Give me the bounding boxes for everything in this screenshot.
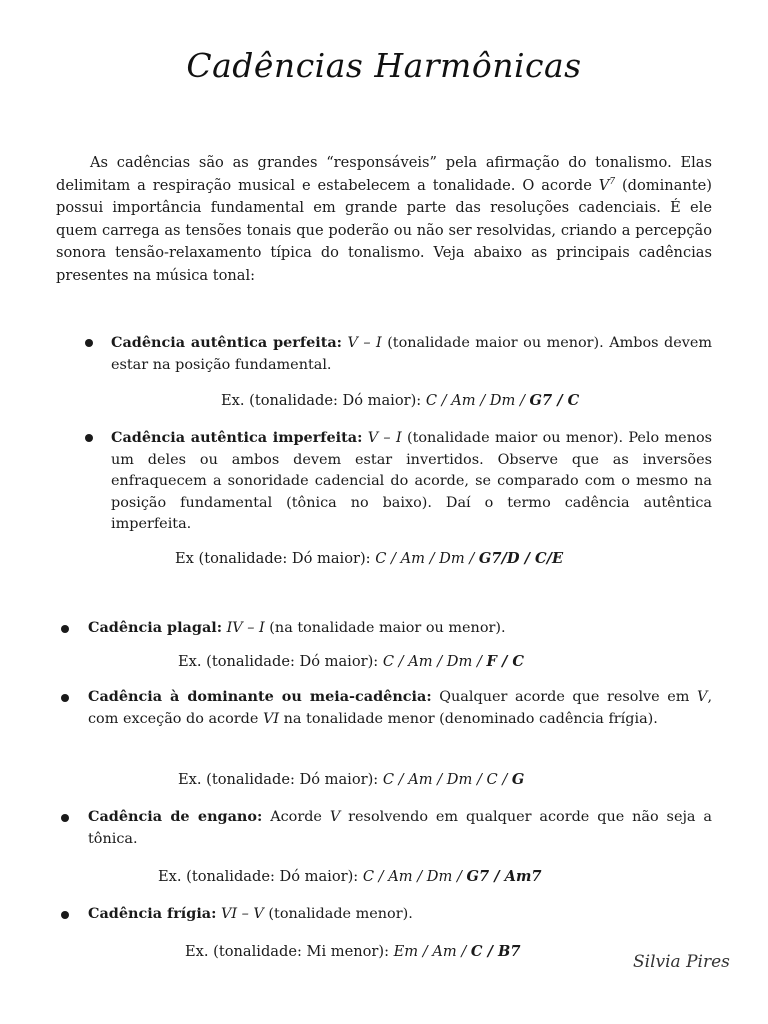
example-prefix: Ex. (tonalidade: Mi menor): — [185, 943, 394, 960]
cadence-description: Qualquer acorde que resolve em — [431, 689, 698, 705]
cadence-formula: V — [697, 689, 708, 705]
cadence-name: Cadência plagal: — [88, 619, 223, 636]
cadence-description: Acorde — [262, 809, 330, 825]
v7-chord: V — [598, 176, 610, 194]
cadence-example — [178, 769, 524, 791]
cadence-name: Cadência à dominante ou meia-cadência: — [88, 688, 432, 705]
bullet-icon — [61, 814, 69, 822]
cadence-example — [175, 548, 563, 570]
cadence-name: Cadência autêntica perfeita: — [111, 334, 342, 351]
cadence-item-frigia — [88, 903, 712, 926]
cadence-formula: V – I — [347, 335, 382, 351]
example-chords-bold: G — [511, 771, 525, 788]
example-chords-bold: G7 / C — [529, 392, 580, 409]
cadence-item-meia-cadencia — [88, 686, 712, 730]
cadence-formula: IV – I — [226, 620, 265, 636]
cadence-name: Cadência autêntica imperfeita: — [111, 429, 363, 446]
cadence-description: (tonalidade menor). — [263, 906, 413, 922]
bullet-icon — [61, 694, 69, 702]
cadence-formula: VI – V — [221, 906, 264, 922]
cadence-description: , com exceção do acorde — [88, 689, 713, 727]
example-chords: C / Am / Dm / C / — [382, 771, 512, 788]
cadence-example — [221, 390, 579, 412]
cadence-item-autentica-imperfeita — [111, 427, 712, 536]
cadence-description: na tonalidade menor (denominado cadência frígia). — [279, 710, 658, 727]
example-prefix: Ex. (tonalidade: Dó maior): — [158, 868, 363, 885]
example-prefix: Ex (tonalidade: Dó maior): — [175, 550, 376, 567]
intro-text-2: (dominante) possui importância fundamental em grande parte das resoluções cadenciais. É ele quem carrega as tensões tonais que poderão ou não ser resolvidas, criando a percepção sonora tensão-relaxamento típica do tonalismo. Veja abaixo as principais cadências presentes na música tonal: — [56, 176, 712, 284]
bullet-icon — [61, 625, 69, 633]
cadence-example — [158, 866, 542, 888]
example-chords: C / Am / Dm / — [375, 550, 479, 567]
cadence-description: (tonalidade maior ou menor). Ambos devem estar na posição fundamental. — [111, 335, 713, 373]
example-chords-bold: G7/D / C/E — [478, 550, 564, 567]
cadence-item-plagal — [88, 617, 712, 640]
cadence-name: Cadência frígia: — [88, 905, 217, 922]
example-chords-bold: C / B7 — [470, 943, 521, 960]
intro-text-1: As cadências são as grandes “responsáveis” pela afirmação do tonalismo. Elas delimitam a respiração musical e estabelecem a tonalidade. O acorde — [56, 154, 712, 194]
cadence-description: (na tonalidade maior ou menor). — [264, 620, 506, 636]
example-chords-bold: F / C — [486, 653, 525, 670]
v7-superscript: 7 — [609, 176, 616, 187]
example-chords: C / Am / Dm / — [362, 868, 467, 885]
cadence-description: resolvendo em qualquer acorde que não seja a tônica. — [88, 809, 712, 847]
author-signature: Silvia Pires — [633, 952, 730, 972]
cadence-name: Cadência de engano: — [88, 808, 263, 825]
bullet-icon — [61, 911, 69, 919]
example-prefix: Ex. (tonalidade: Dó maior): — [221, 392, 426, 409]
cadence-formula: V – I — [367, 430, 402, 446]
page-title: Cadências Harmônicas — [186, 46, 582, 85]
example-chords: C / Am / Dm / — [382, 653, 487, 670]
cadence-formula: VI — [262, 710, 280, 727]
cadence-item-engano — [88, 806, 712, 850]
cadence-formula: V — [329, 809, 341, 825]
bullet-icon — [85, 339, 93, 347]
example-prefix: Ex. (tonalidade: Dó maior): — [178, 653, 383, 670]
example-chords: C / Am / Dm / — [425, 392, 530, 409]
intro-paragraph — [56, 152, 712, 288]
example-chords-bold: G7 / Am7 — [466, 868, 542, 885]
example-chords: Em / Am / — [393, 943, 471, 960]
cadence-example — [185, 941, 521, 963]
example-prefix: Ex. (tonalidade: Dó maior): — [178, 771, 383, 788]
cadence-item-autentica-perfeita — [111, 332, 712, 376]
cadence-description: (tonalidade maior ou menor). Pelo menos um deles ou ambos devem estar invertidos. Observe que as inversões enfraquecem a sonoridade cadencial do acorde, se comparado com o mesmo na posição fundamental (tônica no baixo). Daí o termo cadência autêntica imperfeita. — [111, 430, 713, 532]
cadence-example — [178, 651, 524, 673]
bullet-icon — [85, 434, 93, 442]
